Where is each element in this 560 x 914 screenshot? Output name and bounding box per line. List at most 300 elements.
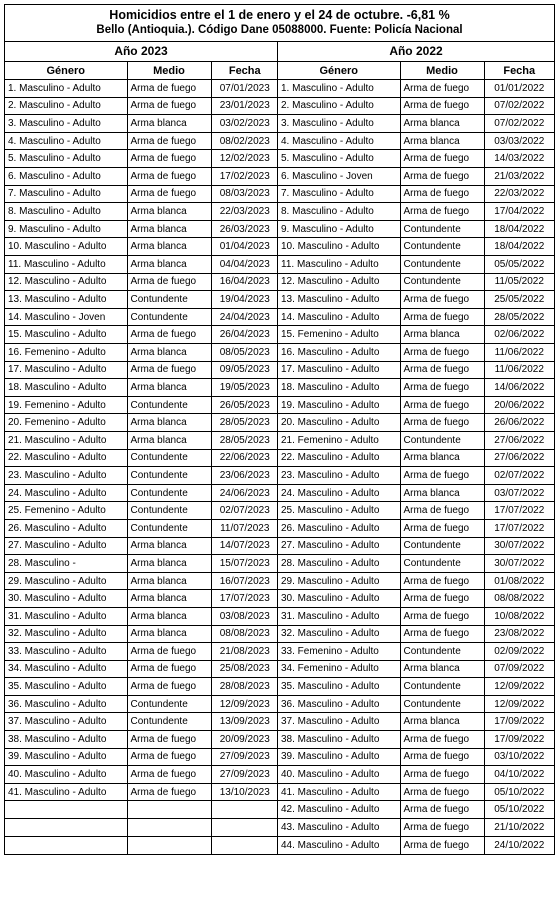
table-row: [5, 150, 278, 168]
cell-fecha: 14/06/2022: [484, 379, 554, 397]
cell-medio: Arma de fuego: [127, 273, 211, 291]
cell-genero: [5, 836, 127, 854]
cell-fecha: 01/08/2022: [484, 572, 554, 590]
table-row: [278, 484, 554, 502]
cell-genero: 40. Masculino - Adulto: [278, 766, 400, 784]
cell-genero: 21. Masculino - Adulto: [5, 431, 127, 449]
cell-medio: Arma de fuego: [127, 150, 211, 168]
cell-fecha: 05/05/2022: [484, 256, 554, 274]
table-row: [278, 678, 554, 696]
cell-genero: 3. Masculino - Adulto: [5, 115, 127, 133]
table-row: [278, 660, 554, 678]
cell-medio: Contundente: [400, 238, 484, 256]
cell-genero: 15. Femenino - Adulto: [278, 326, 400, 344]
cell-genero: 3. Masculino - Adulto: [278, 115, 400, 133]
cell-genero: 10. Masculino - Adulto: [5, 238, 127, 256]
cell-medio: Arma de fuego: [400, 97, 484, 115]
table-row: [5, 537, 278, 555]
cell-fecha: 13/09/2023: [211, 713, 278, 731]
cell-medio: Arma blanca: [127, 238, 211, 256]
cell-medio: Arma de fuego: [400, 150, 484, 168]
table-row: [5, 361, 278, 379]
cell-genero: 43. Masculino - Adulto: [278, 819, 400, 837]
cell-medio: Arma blanca: [400, 132, 484, 150]
cell-fecha: 26/05/2023: [211, 396, 278, 414]
cell-genero: 28. Masculino - Adulto: [278, 555, 400, 573]
table-row: [5, 308, 278, 326]
cell-medio: Arma blanca: [400, 326, 484, 344]
table-row: [5, 660, 278, 678]
cell-genero: 1. Masculino - Adulto: [5, 80, 127, 98]
table-row: [278, 273, 554, 291]
cell-genero: 12. Masculino - Adulto: [278, 273, 400, 291]
cell-medio: Arma de fuego: [400, 748, 484, 766]
cell-genero: [5, 801, 127, 819]
homicide-report-sheet: [4, 4, 555, 855]
cell-fecha: 27/09/2023: [211, 766, 278, 784]
cell-genero: 25. Masculino - Adulto: [278, 502, 400, 520]
table-header-row: [278, 62, 554, 80]
cell-medio: Arma de fuego: [127, 80, 211, 98]
table-row: [5, 185, 278, 203]
cell-fecha: 27/09/2023: [211, 748, 278, 766]
table-row: [278, 607, 554, 625]
cell-fecha: 03/08/2023: [211, 607, 278, 625]
cell-fecha: 30/07/2022: [484, 555, 554, 573]
cell-fecha: 08/08/2022: [484, 590, 554, 608]
cell-genero: 17. Masculino - Adulto: [278, 361, 400, 379]
cell-genero: 10. Masculino - Adulto: [278, 238, 400, 256]
cell-fecha: 11/06/2022: [484, 344, 554, 362]
table-row: [278, 220, 554, 238]
cell-genero: 29. Masculino - Adulto: [5, 572, 127, 590]
cell-fecha: 07/09/2022: [484, 660, 554, 678]
table-row: [278, 695, 554, 713]
table-row: [278, 203, 554, 221]
cell-genero: 24. Masculino - Adulto: [5, 484, 127, 502]
cell-fecha: [211, 801, 278, 819]
table-row: [5, 713, 278, 731]
cell-genero: 15. Masculino - Adulto: [5, 326, 127, 344]
cell-genero: 35. Masculino - Adulto: [5, 678, 127, 696]
cell-medio: Arma blanca: [127, 625, 211, 643]
cell-medio: Contundente: [127, 396, 211, 414]
cell-medio: Contundente: [400, 555, 484, 573]
cell-genero: 8. Masculino - Adulto: [278, 203, 400, 221]
cell-medio: Contundente: [400, 220, 484, 238]
cell-fecha: 04/10/2022: [484, 766, 554, 784]
cell-fecha: 12/02/2023: [211, 150, 278, 168]
cell-medio: Arma de fuego: [400, 396, 484, 414]
cell-medio: Arma de fuego: [400, 467, 484, 485]
cell-medio: Arma de fuego: [400, 731, 484, 749]
table-row: [278, 555, 554, 573]
table-row: [278, 643, 554, 661]
cell-fecha: 12/09/2022: [484, 678, 554, 696]
cell-medio: Arma de fuego: [127, 660, 211, 678]
cell-genero: 30. Masculino - Adulto: [278, 590, 400, 608]
cell-genero: 4. Masculino - Adulto: [5, 132, 127, 150]
table-row: [278, 801, 554, 819]
table-row: [5, 168, 278, 186]
cell-genero: 32. Masculino - Adulto: [278, 625, 400, 643]
table-row: [278, 238, 554, 256]
cell-fecha: 20/09/2023: [211, 731, 278, 749]
table-row: [278, 379, 554, 397]
cell-fecha: 13/10/2023: [211, 783, 278, 801]
cell-medio: Arma blanca: [127, 537, 211, 555]
table-row: [5, 203, 278, 221]
cell-genero: 2. Masculino - Adulto: [278, 97, 400, 115]
cell-medio: Arma de fuego: [127, 168, 211, 186]
cell-medio: Arma blanca: [127, 220, 211, 238]
cell-medio: [127, 801, 211, 819]
report-header: [5, 5, 554, 42]
cell-fecha: 18/04/2022: [484, 238, 554, 256]
table-row: [5, 431, 278, 449]
cell-genero: 35. Masculino - Adulto: [278, 678, 400, 696]
column-header-fecha: Fecha: [484, 62, 554, 80]
cell-genero: 20. Femenino - Adulto: [5, 414, 127, 432]
cell-fecha: 15/07/2023: [211, 555, 278, 573]
cell-genero: 7. Masculino - Adulto: [278, 185, 400, 203]
table-row: [5, 484, 278, 502]
cell-medio: Contundente: [127, 484, 211, 502]
table-row: [5, 344, 278, 362]
cell-medio: Arma de fuego: [400, 625, 484, 643]
cell-medio: Arma blanca: [400, 713, 484, 731]
table-row: [5, 80, 278, 98]
cell-fecha: 24/04/2023: [211, 308, 278, 326]
table-row: [5, 449, 278, 467]
cell-medio: Contundente: [400, 643, 484, 661]
cell-fecha: 04/04/2023: [211, 256, 278, 274]
cell-genero: 37. Masculino - Adulto: [278, 713, 400, 731]
cell-medio: Arma blanca: [400, 449, 484, 467]
cell-genero: 16. Masculino - Adulto: [278, 344, 400, 362]
cell-genero: 27. Masculino - Adulto: [278, 537, 400, 555]
report-subtitle: Bello (Antioquia.). Código Dane 05088000. Fuente: Policía Nacional: [96, 24, 463, 36]
cell-medio: Arma de fuego: [400, 607, 484, 625]
cell-medio: Contundente: [127, 467, 211, 485]
cell-genero: 36. Masculino - Adulto: [5, 695, 127, 713]
column-header-genero: Género: [5, 62, 127, 80]
table-row: [278, 115, 554, 133]
table-row: [5, 766, 278, 784]
table-row: [5, 836, 278, 854]
cell-fecha: 28/05/2023: [211, 431, 278, 449]
table-row: [278, 519, 554, 537]
cell-fecha: 22/03/2023: [211, 203, 278, 221]
cell-medio: Arma blanca: [127, 414, 211, 432]
table-row: [278, 748, 554, 766]
cell-medio: Arma de fuego: [127, 643, 211, 661]
cell-fecha: 03/10/2022: [484, 748, 554, 766]
cell-fecha: 25/08/2023: [211, 660, 278, 678]
cell-medio: Arma de fuego: [400, 168, 484, 186]
table-row: [278, 97, 554, 115]
cell-genero: 5. Masculino - Adulto: [278, 150, 400, 168]
cell-fecha: 03/02/2023: [211, 115, 278, 133]
cell-fecha: 22/06/2023: [211, 449, 278, 467]
cell-fecha: 21/03/2022: [484, 168, 554, 186]
cell-fecha: 01/04/2023: [211, 238, 278, 256]
cell-medio: Arma de fuego: [400, 203, 484, 221]
cell-medio: Arma blanca: [400, 660, 484, 678]
cell-genero: 30. Masculino - Adulto: [5, 590, 127, 608]
cell-fecha: 19/04/2023: [211, 291, 278, 309]
cell-fecha: 03/07/2022: [484, 484, 554, 502]
cell-medio: Arma blanca: [127, 607, 211, 625]
table-row: [278, 361, 554, 379]
cell-fecha: 22/03/2022: [484, 185, 554, 203]
cell-genero: 16. Femenino - Adulto: [5, 344, 127, 362]
table-row: [278, 326, 554, 344]
cell-fecha: 21/08/2023: [211, 643, 278, 661]
cell-fecha: 20/06/2022: [484, 396, 554, 414]
cell-fecha: 05/10/2022: [484, 783, 554, 801]
table-row: [5, 801, 278, 819]
table-2022-section: [278, 42, 554, 854]
table-row: [278, 132, 554, 150]
table-row: [5, 678, 278, 696]
cell-medio: Contundente: [400, 537, 484, 555]
table-row: [278, 713, 554, 731]
cell-genero: 6. Masculino - Joven: [278, 168, 400, 186]
cell-genero: 2. Masculino - Adulto: [5, 97, 127, 115]
cell-fecha: 24/10/2022: [484, 836, 554, 854]
cell-genero: 31. Masculino - Adulto: [5, 607, 127, 625]
cell-genero: 26. Masculino - Adulto: [5, 519, 127, 537]
table-row: [278, 431, 554, 449]
table-row: [278, 308, 554, 326]
cell-genero: 42. Masculino - Adulto: [278, 801, 400, 819]
cell-medio: Arma de fuego: [127, 132, 211, 150]
cell-medio: Arma de fuego: [400, 819, 484, 837]
cell-genero: 34. Masculino - Adulto: [5, 660, 127, 678]
table-row: [5, 467, 278, 485]
table-row: [278, 344, 554, 362]
table-row: [278, 819, 554, 837]
cell-genero: 6. Masculino - Adulto: [5, 168, 127, 186]
cell-genero: 18. Masculino - Adulto: [5, 379, 127, 397]
cell-genero: [5, 819, 127, 837]
table-row: [278, 467, 554, 485]
table-row: [278, 590, 554, 608]
table-row: [5, 132, 278, 150]
table-row: [5, 97, 278, 115]
cell-medio: [127, 819, 211, 837]
cell-fecha: 09/05/2023: [211, 361, 278, 379]
cell-genero: 34. Femenino - Adulto: [278, 660, 400, 678]
cell-fecha: 03/03/2022: [484, 132, 554, 150]
table-row: [278, 502, 554, 520]
cell-fecha: 23/01/2023: [211, 97, 278, 115]
cell-medio: Contundente: [127, 308, 211, 326]
table-header-row: [5, 62, 278, 80]
cell-fecha: 26/06/2022: [484, 414, 554, 432]
table-row: [5, 555, 278, 573]
cell-genero: 39. Masculino - Adulto: [278, 748, 400, 766]
cell-medio: Arma de fuego: [127, 678, 211, 696]
cell-fecha: 23/08/2022: [484, 625, 554, 643]
cell-genero: 23. Masculino - Adulto: [5, 467, 127, 485]
cell-fecha: 08/05/2023: [211, 344, 278, 362]
table-row: [5, 607, 278, 625]
cell-fecha: 21/10/2022: [484, 819, 554, 837]
cell-genero: 28. Masculino -: [5, 555, 127, 573]
cell-medio: Contundente: [400, 695, 484, 713]
cell-medio: Contundente: [127, 502, 211, 520]
cell-fecha: 17/07/2022: [484, 519, 554, 537]
table-row: [278, 783, 554, 801]
cell-fecha: 16/07/2023: [211, 572, 278, 590]
cell-fecha: 10/08/2022: [484, 607, 554, 625]
cell-medio: Arma de fuego: [127, 783, 211, 801]
cell-genero: 36. Masculino - Adulto: [278, 695, 400, 713]
table-row: [5, 502, 278, 520]
table-row: [5, 273, 278, 291]
table-row: [5, 643, 278, 661]
table-row: [278, 256, 554, 274]
cell-medio: Contundente: [127, 519, 211, 537]
cell-genero: 25. Femenino - Adulto: [5, 502, 127, 520]
cell-medio: Arma de fuego: [400, 291, 484, 309]
cell-medio: Contundente: [400, 273, 484, 291]
cell-fecha: 26/04/2023: [211, 326, 278, 344]
cell-fecha: 16/04/2023: [211, 273, 278, 291]
cell-fecha: 14/07/2023: [211, 537, 278, 555]
cell-fecha: 19/05/2023: [211, 379, 278, 397]
cell-genero: 9. Masculino - Adulto: [278, 220, 400, 238]
cell-fecha: 30/07/2022: [484, 537, 554, 555]
cell-fecha: 02/06/2022: [484, 326, 554, 344]
table-row: [278, 80, 554, 98]
cell-genero: 1. Masculino - Adulto: [278, 80, 400, 98]
cell-fecha: 17/07/2023: [211, 590, 278, 608]
cell-genero: 13. Masculino - Adulto: [5, 291, 127, 309]
report-title: Homicidios entre el 1 de enero y el 24 de octubre. -6,81 %: [109, 8, 450, 22]
cell-genero: 38. Masculino - Adulto: [278, 731, 400, 749]
cell-genero: 32. Masculino - Adulto: [5, 625, 127, 643]
cell-medio: Arma de fuego: [400, 185, 484, 203]
table-row: [278, 537, 554, 555]
table-row: [5, 519, 278, 537]
cell-fecha: 08/08/2023: [211, 625, 278, 643]
cell-fecha: 18/04/2022: [484, 220, 554, 238]
cell-fecha: 02/09/2022: [484, 643, 554, 661]
cell-genero: 31. Masculino - Adulto: [278, 607, 400, 625]
cell-medio: Arma de fuego: [400, 308, 484, 326]
cell-medio: Arma de fuego: [400, 572, 484, 590]
table-row: [278, 168, 554, 186]
table-row: [5, 819, 278, 837]
cell-genero: 29. Masculino - Adulto: [278, 572, 400, 590]
cell-genero: 41. Masculino - Adulto: [5, 783, 127, 801]
table-row: [278, 396, 554, 414]
cell-fecha: 27/06/2022: [484, 431, 554, 449]
cell-genero: 18. Masculino - Adulto: [278, 379, 400, 397]
table-row: [278, 572, 554, 590]
cell-genero: 38. Masculino - Adulto: [5, 731, 127, 749]
cell-fecha: 02/07/2022: [484, 467, 554, 485]
table-row: [5, 115, 278, 133]
homicides-2022-table: [278, 62, 554, 854]
homicides-2023-table: [5, 62, 278, 854]
cell-fecha: 12/09/2022: [484, 695, 554, 713]
cell-genero: 27. Masculino - Adulto: [5, 537, 127, 555]
cell-fecha: [211, 819, 278, 837]
cell-genero: 8. Masculino - Adulto: [5, 203, 127, 221]
cell-medio: Arma de fuego: [400, 836, 484, 854]
table-row: [278, 449, 554, 467]
cell-medio: Arma de fuego: [400, 519, 484, 537]
table-row: [278, 150, 554, 168]
cell-medio: Arma de fuego: [127, 731, 211, 749]
cell-genero: 11. Masculino - Adulto: [5, 256, 127, 274]
cell-medio: Contundente: [127, 713, 211, 731]
table-row: [278, 625, 554, 643]
cell-medio: Arma blanca: [127, 203, 211, 221]
cell-medio: Contundente: [127, 695, 211, 713]
cell-medio: Arma blanca: [400, 115, 484, 133]
cell-medio: Arma de fuego: [127, 361, 211, 379]
cell-fecha: 17/02/2023: [211, 168, 278, 186]
cell-genero: 17. Masculino - Adulto: [5, 361, 127, 379]
cell-fecha: 17/04/2022: [484, 203, 554, 221]
cell-genero: 5. Masculino - Adulto: [5, 150, 127, 168]
cell-genero: 24. Masculino - Adulto: [278, 484, 400, 502]
cell-medio: Arma blanca: [127, 115, 211, 133]
cell-fecha: 08/03/2023: [211, 185, 278, 203]
cell-medio: Arma de fuego: [127, 326, 211, 344]
cell-medio: Arma de fuego: [400, 801, 484, 819]
cell-medio: Arma blanca: [127, 344, 211, 362]
table-row: [278, 185, 554, 203]
cell-medio: Contundente: [127, 449, 211, 467]
table-row: [5, 783, 278, 801]
cell-medio: Arma de fuego: [400, 590, 484, 608]
cell-medio: Arma de fuego: [400, 502, 484, 520]
cell-genero: 4. Masculino - Adulto: [278, 132, 400, 150]
cell-medio: Arma blanca: [127, 590, 211, 608]
cell-genero: 14. Masculino - Joven: [5, 308, 127, 326]
cell-genero: 13. Masculino - Adulto: [278, 291, 400, 309]
table-row: [5, 748, 278, 766]
cell-fecha: 11/06/2022: [484, 361, 554, 379]
cell-medio: Arma de fuego: [400, 379, 484, 397]
cell-fecha: 27/06/2022: [484, 449, 554, 467]
cell-fecha: 14/03/2022: [484, 150, 554, 168]
cell-fecha: 17/09/2022: [484, 731, 554, 749]
cell-genero: 22. Masculino - Adulto: [5, 449, 127, 467]
table-row: [5, 414, 278, 432]
cell-medio: Arma de fuego: [400, 766, 484, 784]
cell-fecha: [211, 836, 278, 854]
cell-genero: 9. Masculino - Adulto: [5, 220, 127, 238]
cell-fecha: 07/02/2022: [484, 97, 554, 115]
table-row: [278, 836, 554, 854]
table-row: [5, 731, 278, 749]
cell-fecha: 17/09/2022: [484, 713, 554, 731]
table-row: [5, 326, 278, 344]
table-row: [5, 590, 278, 608]
homicides-2022-rows: [278, 80, 554, 854]
cell-fecha: 01/01/2022: [484, 80, 554, 98]
cell-genero: 20. Masculino - Adulto: [278, 414, 400, 432]
table-row: [5, 572, 278, 590]
cell-fecha: 28/05/2023: [211, 414, 278, 432]
